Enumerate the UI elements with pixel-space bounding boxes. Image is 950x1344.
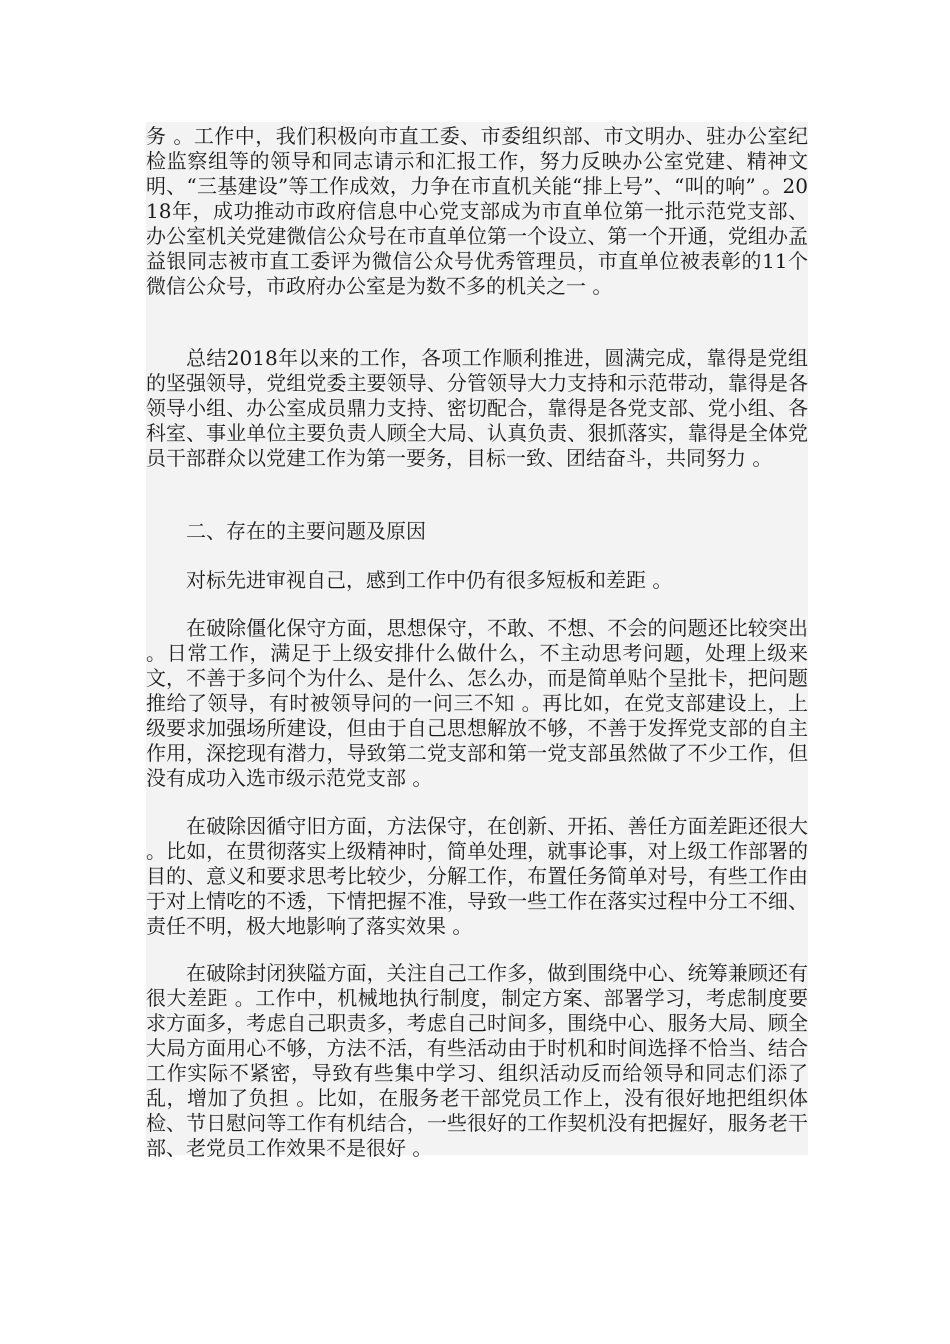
paragraph-summary: 总结2018年以来的工作，各项工作顺利推进，圆满完成，靠得是党组的坚强领导，党组党委主要领导、分管领导大力支持和示范带动，靠得是各领导小组、办公室成员鼎力支持、密切配合，靠得是各党支部、党小组、各科室、事业单位主要负责人顾全大局、认真负责、狠抓落实，靠得是全体党员干部群众以党建工作为第一要务，目标一致、团结奋斗，共同努力 。 — [146, 346, 808, 470]
paragraph-rigidity: 在破除僵化保守方面，思想保守，不敢、不想、不会的问题还比较突出 。日常工作，满足于上级安排什么做什么，不主动思考问题，处理上级来文，不善于多问个为什么、是什么、怎么办，而是简单贴个呈批卡，把问题推给了领导，有时被领导问的一问三不知 。再比如，在党支部建设上，上级要求加强场所建设，但由于自己思想解放不够，不善于发挥党支部的自主作用，深挖现有潜力，导致第二党支部和第一党支部虽然做了不少工作，但没有成功入选市级示范党支部 。 — [146, 616, 808, 790]
paragraph-intro: 对标先进审视自己，感到工作中仍有很多短板和差距 。 — [186, 568, 673, 592]
paragraph-continued: 务 。工作中，我们积极向市直工委、市委组织部、市文明办、驻办公室纪检监察组等的领导和同志请示和汇报工作，努力反映办公室党建、精神文明、“三基建设”等工作成效，力争在市直机关能“排上号”、“叫的响” 。2018年，成功推动市政府信息中心党支部成为市直单位第一批示范党支部、办公室机关党建微信公众号在市直单位第一个设立、第一个开通，党组办孟益银同志被市直工委评为微信公众号优秀管理员，市直单位被表彰的11个微信公众号，市政府办公室是为数不多的机关之一 。 — [146, 124, 808, 298]
paragraph-conservatism: 在破除因循守旧方面，方法保守，在创新、开拓、善任方面差距还很大 。比如，在贯彻落实上级精神时，简单处理，就事论事，对上级工作部署的目的、意义和要求思考比较少，分解工作，布置任务简单对号，有些工作由于对上情吃的不透，下情把握不准，导致一些工作在落实过程中分工不细、责任不明，极大地影响了落实效果 。 — [146, 814, 808, 938]
paragraph-narrowness: 在破除封闭狭隘方面，关注自己工作多，做到围绕中心、统筹兼顾还有很大差距 。工作中，机械地执行制度，制定方案、部署学习，考虑制度要求方面多，考虑自己职责多，考虑自己时间多，围绕中心、服务大局、顾全大局方面用心不够，方法不活，有些活动由于时机和时间选择不恰当、结合工作实际不紧密，导致有些集中学习、组织活动反而给领导和同志们添了乱，增加了负担 。比如，在服务老干部党员工作上，没有很好地把组织体检、节日慰问等工作有机结合，一些很好的工作契机没有把握好，服务老干部、老党员工作效果不是很好 。 — [146, 961, 808, 1160]
section-heading: 二、存在的主要问题及原因 — [186, 519, 426, 543]
